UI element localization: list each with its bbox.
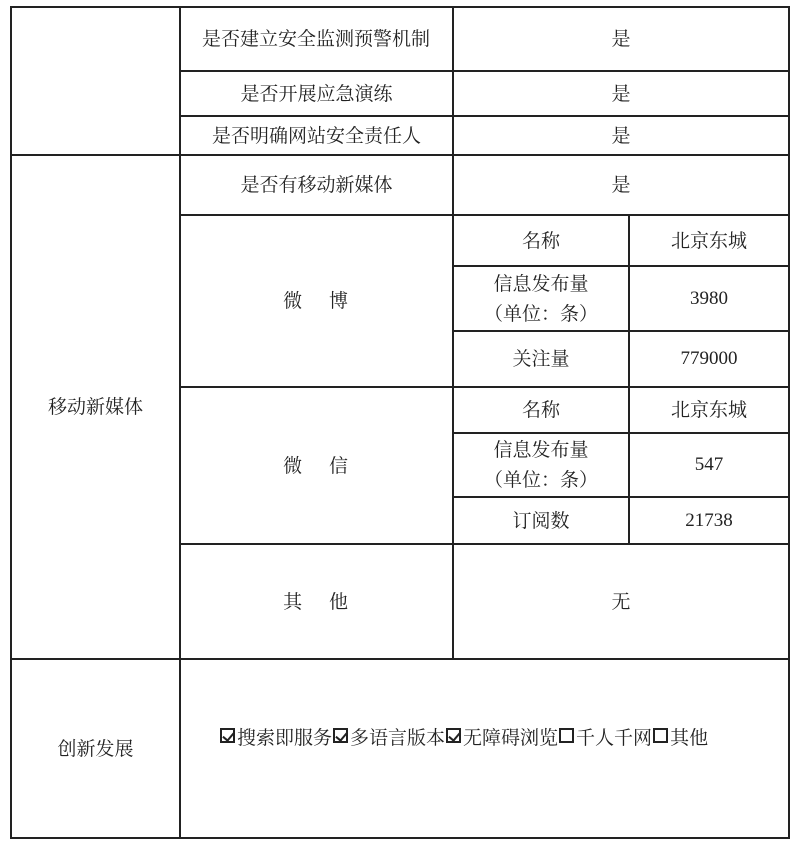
innovation-option[interactable]: [220, 723, 332, 750]
border-bottom: [10, 837, 790, 839]
wechat-posts-value: 547: [694, 454, 724, 475]
innovation-option[interactable]: [653, 723, 708, 750]
wechat-posts-label-cell: [454, 434, 628, 496]
weibo-label-cell: [181, 216, 452, 386]
responsible-label-cell: [181, 117, 452, 154]
other-value: 无: [611, 590, 631, 613]
other-value-cell: [454, 545, 788, 658]
wechat-posts-label: 信息发布量: [493, 439, 589, 461]
weibo-posts-value: 3980: [690, 287, 728, 309]
innovation-options: [220, 720, 790, 752]
drill-label-cell: [181, 72, 452, 115]
responsible-value-cell: [454, 117, 788, 154]
weibo-posts-label-cell: [454, 267, 628, 330]
innovation-option[interactable]: [446, 723, 558, 750]
innovation-section-cell: [12, 660, 179, 837]
responsible-value: 是: [611, 124, 631, 147]
has-mobile-label: 是否有移动新媒体: [240, 174, 393, 196]
border-right: [788, 6, 790, 839]
has-mobile-value-cell: [454, 156, 788, 214]
checked-checkbox-icon[interactable]: [446, 728, 461, 743]
innovation-option-label: 搜索即服务: [237, 726, 333, 749]
innovation-section-label: 创新发展: [57, 737, 134, 760]
wechat-subs-label-cell: [454, 498, 628, 543]
innovation-option-label: 千人千网: [576, 726, 653, 749]
innovation-option-label: 无障碍浏览: [463, 726, 559, 749]
checked-checkbox-icon[interactable]: [220, 728, 235, 743]
warning-label: 是否建立安全监测预警机制: [201, 28, 430, 50]
weibo-posts-label: 信息发布量: [493, 272, 589, 295]
other-label: 其 他: [283, 590, 350, 613]
weibo-name-label: 名称: [521, 229, 560, 252]
wechat-posts-unit: （单位：条）: [483, 469, 598, 491]
wechat-name-label-cell: [454, 388, 628, 432]
warning-value-cell: [454, 8, 788, 70]
drill-value: 是: [611, 82, 631, 105]
weibo-followers-value: 779000: [680, 348, 738, 369]
warning-label-cell: [192, 8, 440, 70]
weibo-followers-label: 关注量: [512, 348, 570, 370]
weibo-label: 微 博: [283, 290, 350, 312]
innovation-option-label: 其他: [670, 726, 709, 749]
weibo-name-value-cell: [630, 216, 788, 265]
unchecked-checkbox-icon[interactable]: [653, 728, 668, 743]
drill-value-cell: [454, 72, 788, 115]
checked-checkbox-icon[interactable]: [333, 728, 348, 743]
innovation-option-label: 多语言版本: [350, 726, 446, 749]
weibo-name-value: 北京东城: [670, 229, 747, 252]
wechat-subs-label: 订阅数: [512, 509, 570, 532]
drill-label: 是否开展应急演练: [240, 82, 393, 105]
has-mobile-value: 是: [611, 174, 631, 196]
innovation-option[interactable]: [559, 723, 652, 750]
wechat-subs-value-cell: [630, 498, 788, 543]
wechat-name-value: 北京东城: [670, 399, 747, 421]
weibo-followers-label-cell: [454, 332, 628, 386]
wechat-name-label: 名称: [521, 399, 560, 421]
mobile-section-label: 移动新媒体: [47, 396, 143, 418]
weibo-posts-unit: （单位：条）: [483, 302, 598, 325]
wechat-posts-value-cell: [630, 434, 788, 496]
unchecked-checkbox-icon[interactable]: [559, 728, 574, 743]
wechat-label-cell: [181, 388, 452, 543]
wechat-label: 微 信: [283, 454, 350, 477]
weibo-followers-value-cell: [630, 332, 788, 386]
has-mobile-label-cell: [181, 156, 452, 214]
wechat-name-value-cell: [630, 388, 788, 432]
responsible-label: 是否明确网站安全责任人: [211, 124, 421, 147]
weibo-posts-value-cell: [630, 267, 788, 330]
innovation-option[interactable]: [333, 723, 445, 750]
warning-value: 是: [611, 28, 631, 50]
other-label-cell: [181, 545, 452, 658]
wechat-subs-value: 21738: [685, 509, 733, 531]
weibo-name-label-cell: [454, 216, 628, 265]
mobile-section-cell: [12, 156, 179, 658]
